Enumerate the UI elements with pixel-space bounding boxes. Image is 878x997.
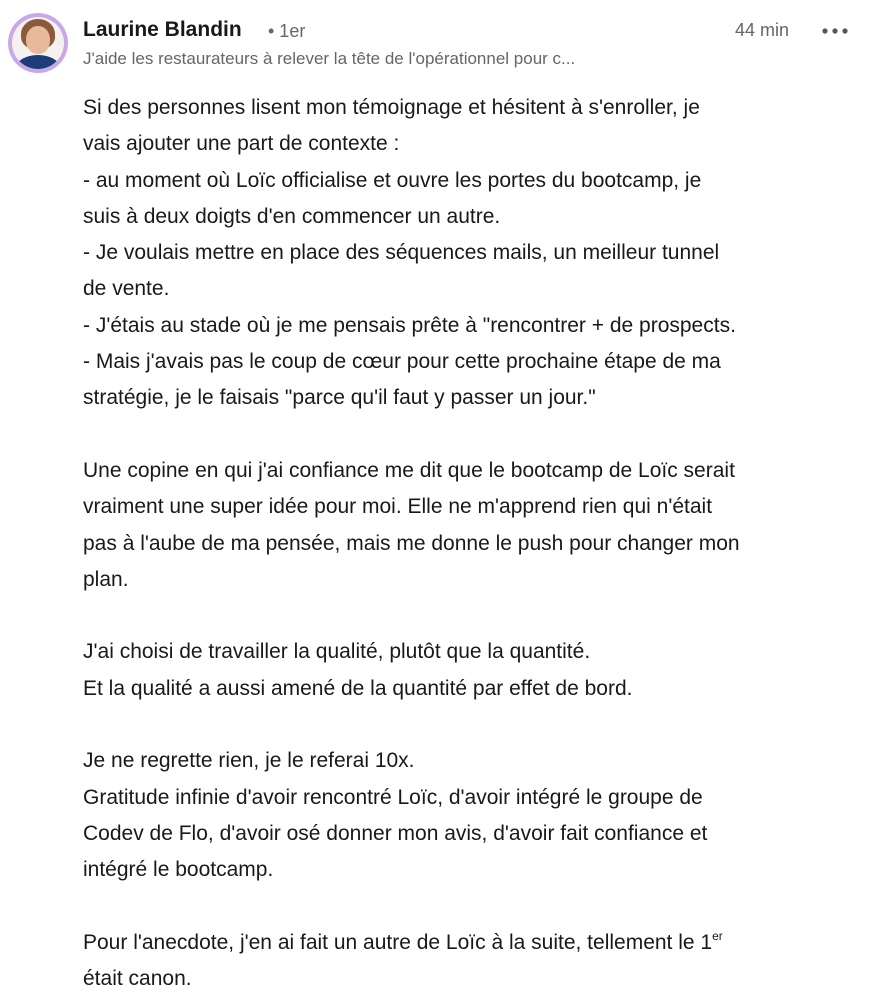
body-line: pas à l'aube de ma pensée, mais me donne le push pour changer mon xyxy=(83,531,740,555)
avatar-photo xyxy=(12,17,64,69)
comment-body xyxy=(83,90,873,997)
more-options-button[interactable] xyxy=(818,16,852,46)
body-line xyxy=(83,925,873,961)
author-avatar[interactable] xyxy=(8,13,68,73)
body-line: - Je voulais mettre en place des séquences mails, un meilleur tunnel xyxy=(83,241,720,265)
body-line: Et la qualité a aussi amené de la quantité par effet de bord. xyxy=(83,676,633,700)
body-line: vraiment une super idée pour moi. Elle ne m'apprend rien qui n'était xyxy=(83,495,713,519)
body-line: Codev de Flo, d'avoir osé donner mon avis, d'avoir fait confiance et xyxy=(83,821,708,845)
body-line: Gratitude infinie d'avoir rencontré Loïc, d'avoir intégré le groupe de xyxy=(83,785,703,809)
body-line: était canon. xyxy=(83,967,192,991)
comment-timestamp: 44 min xyxy=(735,20,790,40)
author-name[interactable]: Laurine Blandin xyxy=(83,18,242,41)
body-line: J'ai choisi de travailler la qualité, plutôt que la quantité. xyxy=(83,640,591,664)
paragraph-gap xyxy=(83,417,873,453)
body-line: intégré le bootcamp. xyxy=(83,858,274,882)
ellipsis-horizontal-icon xyxy=(821,27,849,35)
body-line-text: Pour l'anecdote, j'en ai fait un autre de Loïc à la suite, tellement le 1 xyxy=(83,930,713,954)
body-line: Si des personnes lisent mon témoignage et hésitent à s'enroller, je xyxy=(83,96,700,119)
body-line: - au moment où Loïc officialise et ouvre les portes du bootcamp, je xyxy=(83,168,702,192)
body-line: stratégie, je le faisais "parce qu'il faut y passer un jour." xyxy=(83,386,596,410)
body-line: plan. xyxy=(83,567,129,591)
author-headline[interactable]: J'aide les restaurateurs à relever la tête de l'opérationnel pour c... xyxy=(83,49,576,68)
body-line: suis à deux doigts d'en commencer un autre. xyxy=(83,204,501,228)
paragraph-gap xyxy=(83,889,873,925)
body-line: - J'étais au stade où je me pensais prête à "rencontrer + de prospects. xyxy=(83,313,736,337)
paragraph-gap xyxy=(83,707,873,743)
body-line: - Mais j'avais pas le coup de cœur pour cette prochaine étape de ma xyxy=(83,350,721,374)
body-line: de vente. xyxy=(83,277,170,301)
paragraph-gap xyxy=(83,598,873,634)
connection-degree: • 1er xyxy=(268,21,306,41)
body-line: vais ajouter une part de contexte : xyxy=(83,132,400,156)
body-line: Une copine en qui j'ai confiance me dit que le bootcamp de Loïc serait xyxy=(83,458,735,482)
ordinal-superscript: er xyxy=(712,928,723,943)
body-line: Je ne regrette rien, je le referai 10x. xyxy=(83,749,415,773)
